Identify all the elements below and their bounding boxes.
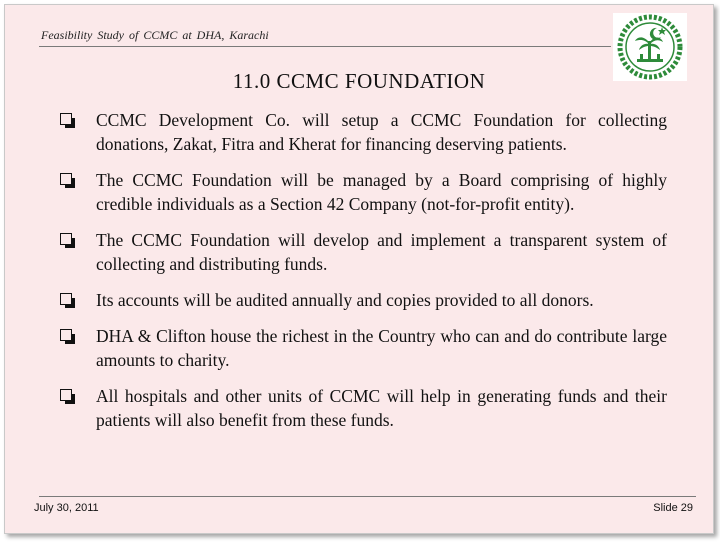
list-item-text: CCMC Development Co. will setup a CCMC Foundation for collecting donations, Zakat, Fitra and Kherat for financing deserving patients.: [96, 110, 667, 154]
slide-number: Slide 29: [653, 502, 693, 514]
checkbox-bullet-icon: [60, 173, 72, 185]
list-item-text: All hospitals and other units of CCMC will help in generating funds and their patients will also benefit from these funds.: [96, 386, 667, 430]
header-text: Feasibility Study of CCMC at DHA, Karachi: [41, 28, 269, 42]
list-item: [60, 324, 667, 372]
list-item-text: The CCMC Foundation will be managed by a Board comprising of highly credible individuals as a Section 42 Company (not-for-profit entity).: [96, 170, 667, 214]
header-divider: [39, 46, 611, 47]
list-item: [60, 168, 667, 216]
list-item: [60, 108, 667, 156]
list-item-text: DHA & Clifton house the richest in the Country who can and do contribute large amounts to charity.: [96, 326, 667, 370]
checkbox-bullet-icon: [60, 389, 72, 401]
checkbox-bullet-icon: [60, 329, 72, 341]
list-item: [60, 288, 667, 312]
footer-divider: [39, 496, 696, 497]
checkbox-bullet-icon: [60, 233, 72, 245]
bullet-list: [60, 108, 667, 444]
checkbox-bullet-icon: [60, 293, 72, 305]
list-item-text: Its accounts will be audited annually and copies provided to all donors.: [96, 290, 594, 310]
list-item: [60, 384, 667, 432]
list-item: [60, 228, 667, 276]
list-item-text: The CCMC Foundation will develop and implement a transparent system of collecting and distributing funds.: [96, 230, 667, 274]
footer-date: July 30, 2011: [34, 502, 99, 514]
checkbox-bullet-icon: [60, 113, 72, 125]
page-title: 11.0 CCMC FOUNDATION: [232, 69, 486, 93]
slide: [4, 4, 714, 534]
